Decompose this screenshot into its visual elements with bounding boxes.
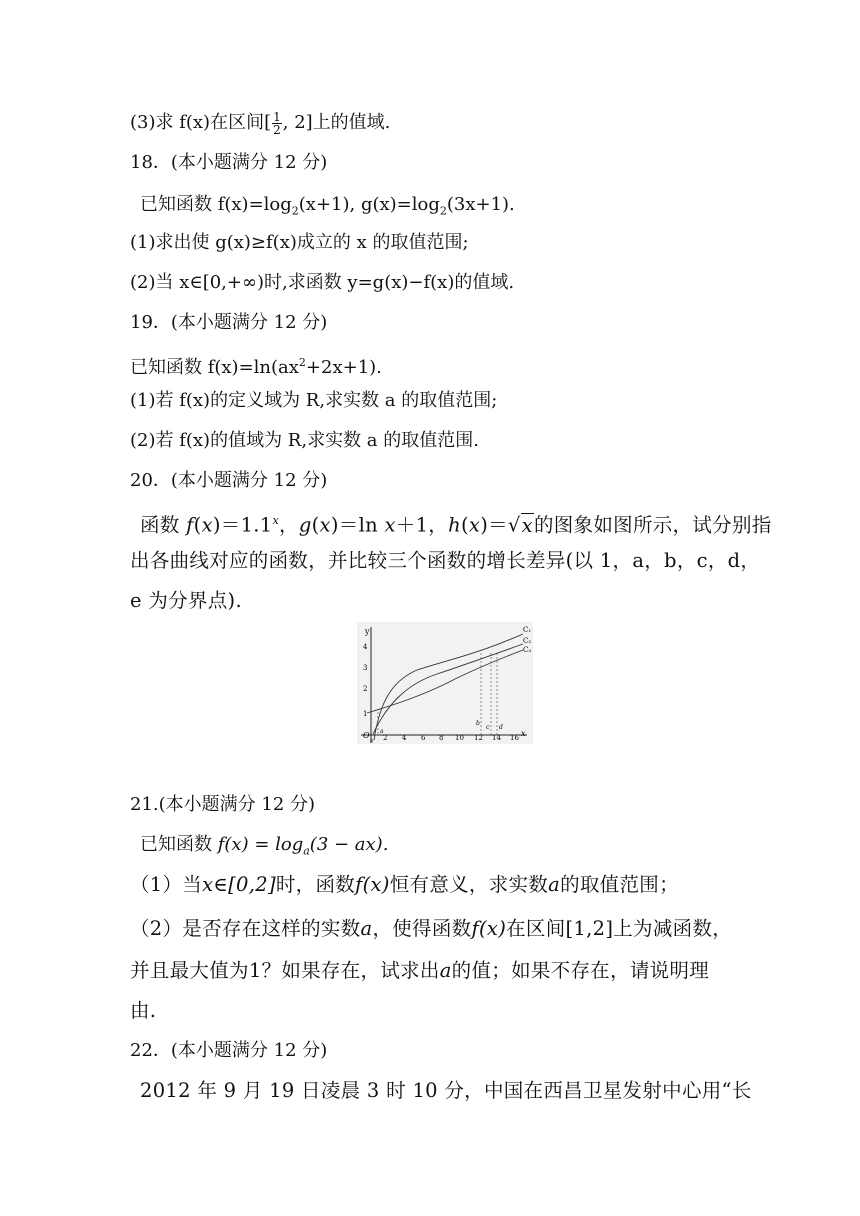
x-tick-label: 14	[492, 734, 501, 742]
origin-label: O	[363, 731, 370, 740]
text-segment: (3x+1).	[446, 194, 515, 215]
fraction-numerator: 1	[273, 109, 281, 124]
text-segment: (	[460, 513, 469, 537]
text-segment: ，使得函数	[372, 917, 472, 940]
text-segment: 上为减函数，	[613, 917, 733, 940]
problem-18-heading: 18．(本小题满分 12 分)	[130, 152, 328, 173]
x-tick-label: 16	[510, 734, 519, 742]
text-segment: (	[311, 513, 320, 537]
formula-segment: f(x)	[355, 873, 390, 896]
curve-label-c3: C₃	[523, 646, 532, 654]
italic-x: x	[319, 513, 331, 537]
text-segment: ？如果存在，试求出	[261, 959, 440, 982]
formula-segment: f(x) = log	[217, 834, 304, 855]
x-tick-label: 2	[383, 734, 388, 742]
y-tick-label: 4	[363, 643, 368, 651]
text-segment: 已知函数	[140, 834, 218, 855]
x-tick-label: 6	[421, 734, 426, 742]
log-base: a	[303, 844, 310, 858]
problem-22-statement: 2012 年 9 月 19 日凌晨 3 时 10 分，中国在西昌卫星发射中心用“长	[140, 1079, 752, 1102]
log-base: 2	[439, 204, 447, 218]
curve-label-c1: C₁	[523, 626, 532, 634]
problem-18-statement	[140, 192, 515, 225]
formula-segment: a	[360, 917, 373, 940]
problem-19-part2: (2)若 f(x)的值域为 R,求实数 a 的取值范围.	[130, 430, 479, 451]
italic-x: x	[384, 513, 396, 537]
problem-17-part3	[130, 110, 390, 136]
function-graph-figure	[357, 622, 533, 744]
problem-20-statement-line3: e 为分界点).	[130, 589, 242, 612]
text-segment: 的取值范围；	[560, 873, 679, 896]
text-segment: ＋1，	[395, 513, 449, 537]
formula-segment: 1	[248, 959, 262, 982]
problem-20-heading: 20．(本小题满分 12 分)	[130, 470, 328, 491]
x-tick-label: 4	[402, 734, 407, 742]
problem-19-heading: 19．(本小题满分 12 分)	[130, 312, 328, 333]
problem-19-part1: (1)若 f(x)的定义域为 R,求实数 a 的取值范围;	[130, 390, 498, 411]
formula-segment: f(x)	[471, 917, 507, 940]
problem-20-statement-line1	[140, 508, 772, 539]
fraction-one-half	[272, 111, 282, 136]
text-segment: （2）是否存在这样的实数	[130, 917, 361, 940]
exponent: 2	[298, 356, 306, 369]
italic-x: x	[201, 513, 213, 537]
formula-segment: a	[548, 873, 561, 896]
fraction-denominator: 2	[273, 122, 281, 137]
formula-segment: a	[439, 959, 452, 982]
text-segment: 恒有意义，求实数	[389, 873, 549, 896]
point-label-b: b	[476, 720, 480, 727]
problem-22-heading: 22．(本小题满分 12 分)	[130, 1040, 328, 1061]
text-segment: (	[193, 513, 202, 537]
problem-18-part2: (2)当 x∈[0,+∞)时,求函数 y=g(x)−f(x)的值域.	[130, 272, 515, 293]
text-segment: 时，函数	[275, 873, 356, 896]
log-base: 2	[291, 204, 299, 218]
text-segment: 并且最大值为	[130, 959, 249, 982]
y-tick-label: 3	[363, 664, 368, 672]
italic-x: x	[468, 513, 481, 537]
problem-21-heading: 21.(本小题满分 12 分)	[130, 794, 316, 815]
x-axis-label: x	[521, 729, 526, 738]
problem-18-part1: (1)求出使 g(x)≥f(x)成立的 x 的取值范围;	[130, 232, 469, 253]
italic-f: f	[186, 513, 194, 537]
text-segment: )＝1.1	[212, 513, 273, 537]
text-segment: 已知函数 f(x)=ln(ax	[130, 357, 299, 378]
italic-h: h	[448, 513, 461, 537]
problem-21-part1	[130, 872, 679, 898]
text-segment: +2x+1).	[305, 357, 382, 378]
text-segment: （1）当	[130, 873, 203, 896]
text-segment: (3)求 f(x)在区间[	[130, 112, 272, 133]
exponent-x: x	[272, 514, 280, 527]
formula-segment: x∈[0,2]	[202, 873, 276, 896]
text-segment: 在区间	[506, 917, 566, 940]
point-label-e: e	[370, 738, 374, 744]
x-tick-label: 10	[455, 734, 464, 742]
text-segment: ，	[279, 513, 299, 537]
x-tick-label: 8	[439, 734, 444, 742]
text-segment: )＝ln	[330, 513, 385, 537]
point-label-a: a	[380, 728, 384, 735]
formula-segment: [1,2]	[565, 917, 614, 940]
y-tick-label: 1	[363, 710, 368, 718]
problem-19-statement	[130, 350, 382, 381]
text-segment: (x+1), g(x)=log	[298, 194, 440, 215]
problem-21-part2-line1	[130, 916, 732, 942]
problem-20-statement-line2: 出各曲线对应的函数，并比较三个函数的增长差异(以 1，a，b，c，d，	[130, 549, 761, 572]
point-label-c: c	[486, 724, 490, 731]
text-segment: 已知函数 f(x)=log	[140, 194, 292, 215]
text-segment: 函数	[140, 513, 187, 537]
formula-segment: (3 − ax).	[309, 834, 389, 855]
text-segment: 的值；如果不存在，请说明理	[451, 959, 710, 982]
problem-21-part2-line2	[130, 958, 709, 984]
x-tick-label: 12	[474, 734, 483, 742]
text-segment: , 2]上的值域.	[282, 112, 391, 133]
point-label-d: d	[499, 724, 503, 731]
problem-21-part2-line3: 由.	[130, 999, 157, 1022]
problem-21-statement	[140, 832, 388, 865]
text-segment: )＝√	[480, 513, 521, 537]
y-axis-label: y	[365, 627, 370, 636]
curve-label-c2: C₂	[523, 637, 532, 645]
italic-g: g	[298, 513, 312, 537]
y-tick-label: 2	[363, 685, 368, 693]
sqrt-radicand: x	[521, 513, 533, 537]
text-segment: 的图象如图所示，试分别指	[533, 513, 772, 537]
